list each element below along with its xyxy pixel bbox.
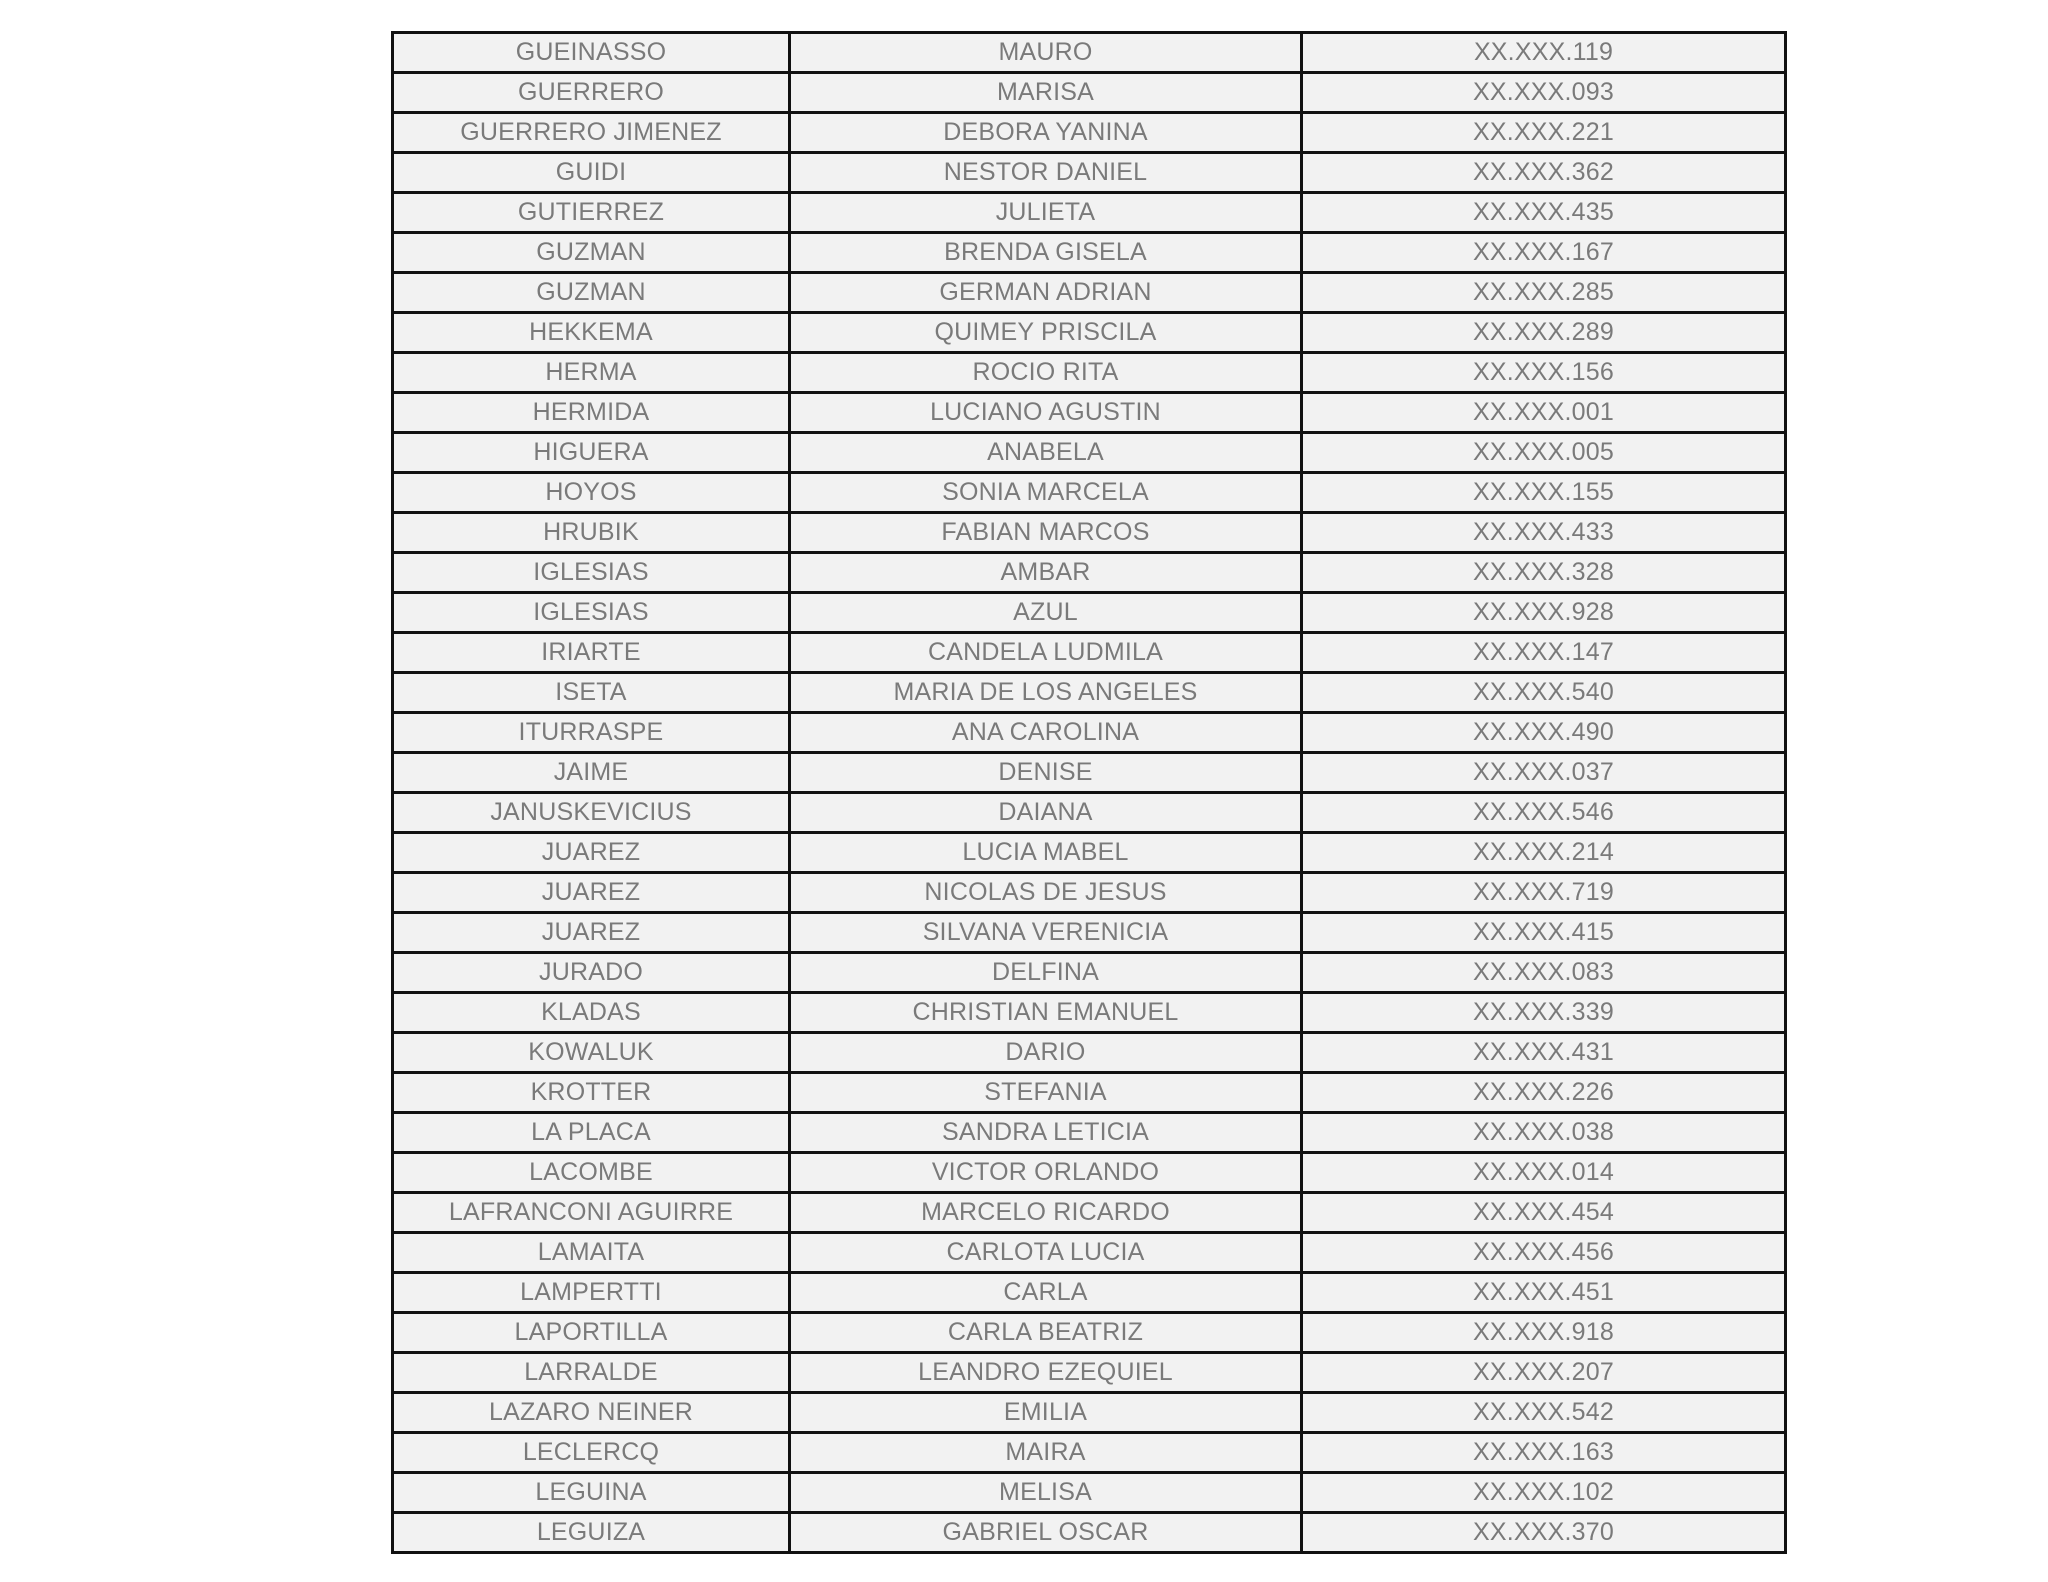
table-row [393,633,1786,673]
table-row [393,593,1786,633]
document-id-cell: XX.XXX.005 [1302,433,1786,473]
table-row [393,193,1786,233]
surname-cell: HERMA [393,353,790,393]
table-row [393,553,1786,593]
surname-cell: HERMIDA [393,393,790,433]
given-names-cell: CARLOTA LUCIA [790,1233,1302,1273]
document-id-cell: XX.XXX.119 [1302,33,1786,73]
document-id-cell: XX.XXX.456 [1302,1233,1786,1273]
document-id-cell: XX.XXX.147 [1302,633,1786,673]
given-names-cell: NICOLAS DE JESUS [790,873,1302,913]
document-id-cell: XX.XXX.431 [1302,1033,1786,1073]
surname-cell: GUEINASSO [393,33,790,73]
document-id-cell: XX.XXX.540 [1302,673,1786,713]
surname-cell: LACOMBE [393,1153,790,1193]
table-row [393,953,1786,993]
document-id-cell: XX.XXX.362 [1302,153,1786,193]
given-names-cell: LUCIANO AGUSTIN [790,393,1302,433]
surname-cell: IGLESIAS [393,593,790,633]
given-names-cell: STEFANIA [790,1073,1302,1113]
table-row [393,1393,1786,1433]
table-row [393,473,1786,513]
given-names-cell: MAIRA [790,1433,1302,1473]
people-table [391,31,1787,1554]
table-row [393,33,1786,73]
given-names-cell: CANDELA LUDMILA [790,633,1302,673]
given-names-cell: CARLA [790,1273,1302,1313]
table-row [393,353,1786,393]
document-id-cell: XX.XXX.038 [1302,1113,1786,1153]
surname-cell: HOYOS [393,473,790,513]
table-row [393,153,1786,193]
given-names-cell: VICTOR ORLANDO [790,1153,1302,1193]
surname-cell: LARRALDE [393,1353,790,1393]
table-row [393,273,1786,313]
given-names-cell: LUCIA MABEL [790,833,1302,873]
given-names-cell: DELFINA [790,953,1302,993]
table-row [393,1433,1786,1473]
document-id-cell: XX.XXX.001 [1302,393,1786,433]
given-names-cell: EMILIA [790,1393,1302,1433]
document-id-cell: XX.XXX.207 [1302,1353,1786,1393]
surname-cell: LAMPERTTI [393,1273,790,1313]
table-row [393,1033,1786,1073]
document-id-cell: XX.XXX.083 [1302,953,1786,993]
surname-cell: GUERRERO [393,73,790,113]
table-row [393,673,1786,713]
given-names-cell: MELISA [790,1473,1302,1513]
document-id-cell: XX.XXX.014 [1302,1153,1786,1193]
surname-cell: GUIDI [393,153,790,193]
table-row [393,1233,1786,1273]
given-names-cell: CHRISTIAN EMANUEL [790,993,1302,1033]
document-id-cell: XX.XXX.435 [1302,193,1786,233]
document-id-cell: XX.XXX.093 [1302,73,1786,113]
table-row [393,233,1786,273]
people-table-body [393,33,1786,1553]
table-row [393,1273,1786,1313]
surname-cell: ISETA [393,673,790,713]
surname-cell: JANUSKEVICIUS [393,793,790,833]
given-names-cell: MARISA [790,73,1302,113]
given-names-cell: QUIMEY PRISCILA [790,313,1302,353]
table-row [393,913,1786,953]
surname-cell: LAFRANCONI AGUIRRE [393,1193,790,1233]
table-row [393,1353,1786,1393]
document-id-cell: XX.XXX.928 [1302,593,1786,633]
table-row [393,433,1786,473]
document-id-cell: XX.XXX.433 [1302,513,1786,553]
document-id-cell: XX.XXX.285 [1302,273,1786,313]
table-row [393,1153,1786,1193]
given-names-cell: AMBAR [790,553,1302,593]
surname-cell: LAMAITA [393,1233,790,1273]
document-id-cell: XX.XXX.226 [1302,1073,1786,1113]
surname-cell: LAPORTILLA [393,1313,790,1353]
given-names-cell: ANA CAROLINA [790,713,1302,753]
document-id-cell: XX.XXX.542 [1302,1393,1786,1433]
given-names-cell: SONIA MARCELA [790,473,1302,513]
surname-cell: ITURRASPE [393,713,790,753]
surname-cell: LEGUIZA [393,1513,790,1553]
given-names-cell: DEBORA YANINA [790,113,1302,153]
table-row [393,753,1786,793]
surname-cell: JUAREZ [393,873,790,913]
given-names-cell: SANDRA LETICIA [790,1113,1302,1153]
table-row [393,393,1786,433]
document-id-cell: XX.XXX.490 [1302,713,1786,753]
surname-cell: JAIME [393,753,790,793]
surname-cell: HIGUERA [393,433,790,473]
surname-cell: GUERRERO JIMENEZ [393,113,790,153]
document-id-cell: XX.XXX.156 [1302,353,1786,393]
surname-cell: LEGUINA [393,1473,790,1513]
table-row [393,113,1786,153]
document-id-cell: XX.XXX.370 [1302,1513,1786,1553]
surname-cell: JURADO [393,953,790,993]
document-id-cell: XX.XXX.546 [1302,793,1786,833]
given-names-cell: DAIANA [790,793,1302,833]
surname-cell: KLADAS [393,993,790,1033]
document-id-cell: XX.XXX.102 [1302,1473,1786,1513]
given-names-cell: NESTOR DANIEL [790,153,1302,193]
document-id-cell: XX.XXX.163 [1302,1433,1786,1473]
given-names-cell: CARLA BEATRIZ [790,1313,1302,1353]
table-row [393,1473,1786,1513]
given-names-cell: GABRIEL OSCAR [790,1513,1302,1553]
given-names-cell: ANABELA [790,433,1302,473]
table-row [393,873,1786,913]
given-names-cell: AZUL [790,593,1302,633]
given-names-cell: BRENDA GISELA [790,233,1302,273]
surname-cell: KROTTER [393,1073,790,1113]
given-names-cell: LEANDRO EZEQUIEL [790,1353,1302,1393]
surname-cell: LA PLACA [393,1113,790,1153]
surname-cell: KOWALUK [393,1033,790,1073]
given-names-cell: DENISE [790,753,1302,793]
given-names-cell: ROCIO RITA [790,353,1302,393]
document-id-cell: XX.XXX.339 [1302,993,1786,1033]
table-row [393,73,1786,113]
given-names-cell: GERMAN ADRIAN [790,273,1302,313]
table-row [393,1193,1786,1233]
surname-cell: GUZMAN [393,273,790,313]
given-names-cell: FABIAN MARCOS [790,513,1302,553]
given-names-cell: MAURO [790,33,1302,73]
surname-cell: IGLESIAS [393,553,790,593]
table-row [393,713,1786,753]
given-names-cell: SILVANA VERENICIA [790,913,1302,953]
surname-cell: HRUBIK [393,513,790,553]
surname-cell: LAZARO NEINER [393,1393,790,1433]
document-id-cell: XX.XXX.454 [1302,1193,1786,1233]
document-id-cell: XX.XXX.037 [1302,753,1786,793]
document-id-cell: XX.XXX.221 [1302,113,1786,153]
table-row [393,1073,1786,1113]
document-id-cell: XX.XXX.289 [1302,313,1786,353]
table-row [393,1113,1786,1153]
given-names-cell: JULIETA [790,193,1302,233]
surname-cell: HEKKEMA [393,313,790,353]
document-id-cell: XX.XXX.328 [1302,553,1786,593]
surname-cell: IRIARTE [393,633,790,673]
table-row [393,993,1786,1033]
table-row [393,793,1786,833]
document-id-cell: XX.XXX.918 [1302,1313,1786,1353]
table-row [393,1313,1786,1353]
given-names-cell: MARIA DE LOS ANGELES [790,673,1302,713]
document-id-cell: XX.XXX.167 [1302,233,1786,273]
document-id-cell: XX.XXX.214 [1302,833,1786,873]
surname-cell: JUAREZ [393,833,790,873]
document-id-cell: XX.XXX.415 [1302,913,1786,953]
document-id-cell: XX.XXX.719 [1302,873,1786,913]
table-row [393,1513,1786,1553]
surname-cell: LECLERCQ [393,1433,790,1473]
surname-cell: GUZMAN [393,233,790,273]
table-row [393,313,1786,353]
document-id-cell: XX.XXX.155 [1302,473,1786,513]
table-row [393,513,1786,553]
given-names-cell: DARIO [790,1033,1302,1073]
table-row [393,833,1786,873]
surname-cell: GUTIERREZ [393,193,790,233]
document-id-cell: XX.XXX.451 [1302,1273,1786,1313]
surname-cell: JUAREZ [393,913,790,953]
given-names-cell: MARCELO RICARDO [790,1193,1302,1233]
